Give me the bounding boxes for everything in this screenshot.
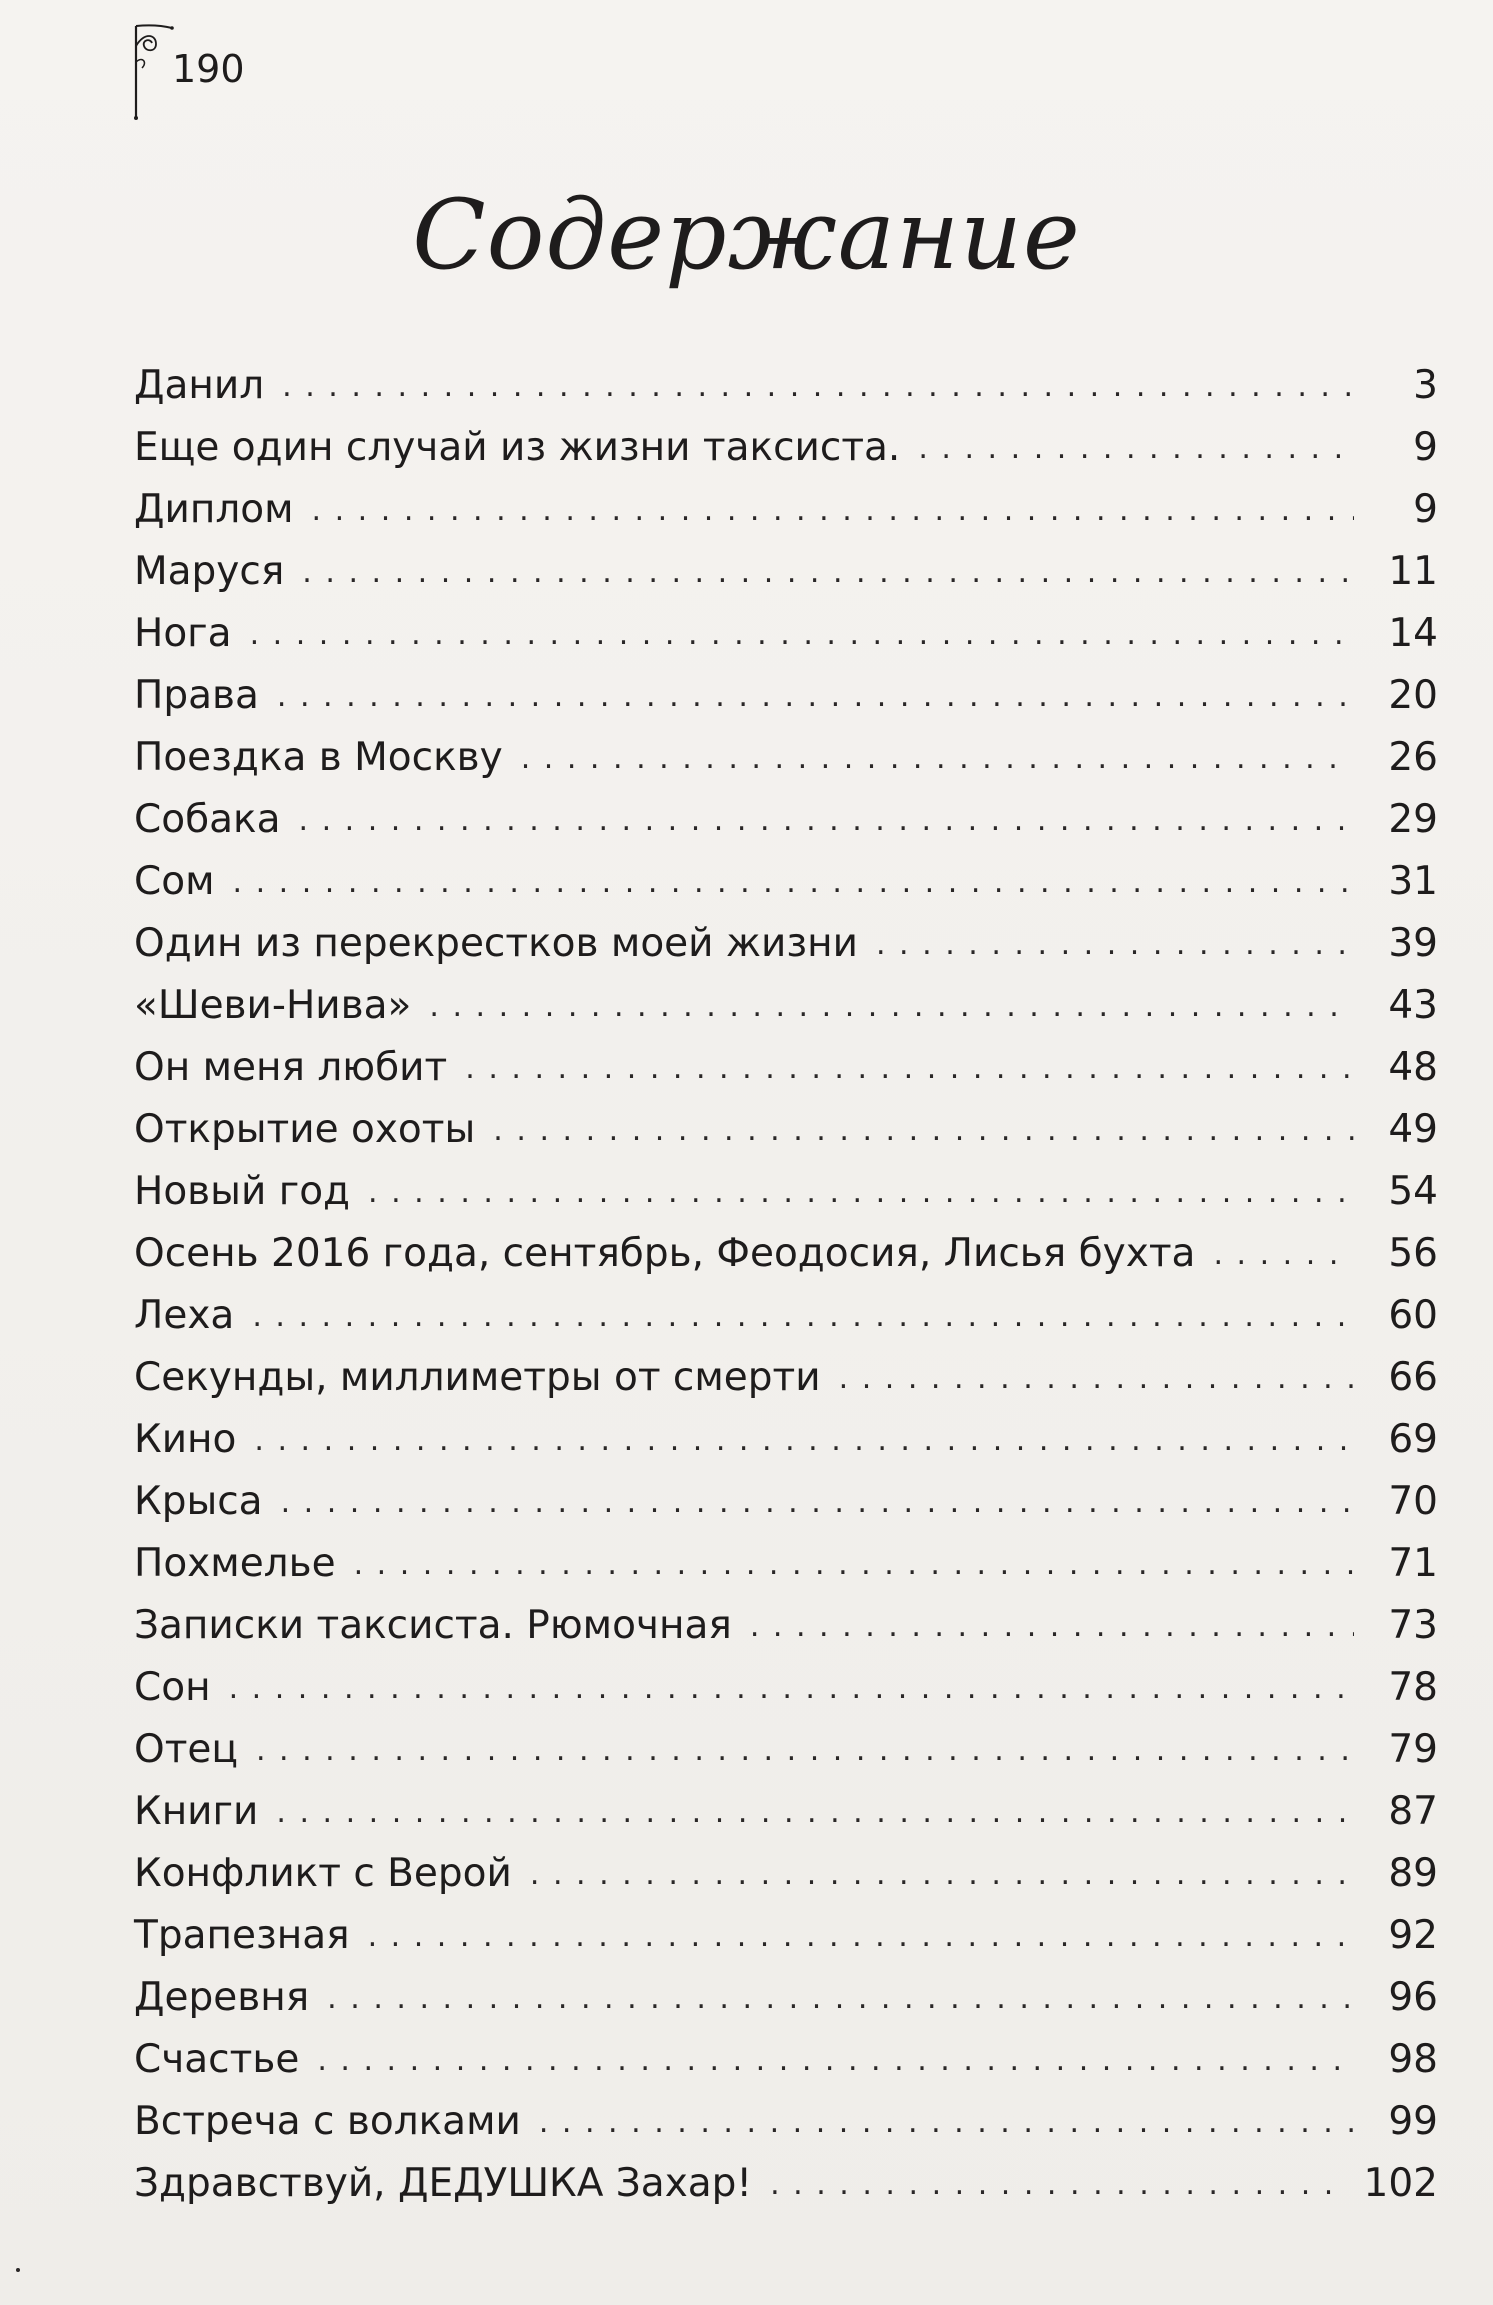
toc-dot-leader (465, 1038, 1354, 1100)
toc-entry-title: Записки таксиста. Рюмочная (134, 1603, 732, 1648)
toc-dot-leader (229, 1658, 1354, 1720)
print-speck (16, 2268, 20, 2272)
toc-entry-title: Сон (134, 1665, 211, 1710)
toc-entry-title: Он меня любит (134, 1045, 448, 1090)
toc-dot-leader (327, 1968, 1354, 2030)
toc-entry (134, 1533, 1438, 1595)
toc-entry (134, 2029, 1438, 2091)
toc-entry-page: 70 (1388, 1479, 1438, 1524)
toc-dot-leader (918, 418, 1354, 480)
toc-dot-leader (539, 2092, 1354, 2154)
toc-entry-title: Леха (134, 1293, 235, 1338)
toc-dot-leader (354, 1534, 1354, 1596)
toc-entry-page: 73 (1388, 1603, 1438, 1648)
toc-dot-leader (276, 1782, 1354, 1844)
toc-dot-leader (493, 1100, 1354, 1162)
toc-entry-page: 60 (1388, 1293, 1438, 1338)
toc-entry (134, 2153, 1438, 2215)
toc-dot-leader (750, 1596, 1354, 1658)
table-of-contents (134, 355, 1438, 2215)
toc-entry (134, 1347, 1438, 1409)
toc-entry (134, 727, 1438, 789)
toc-dot-leader (277, 666, 1354, 728)
toc-entry (134, 2091, 1438, 2153)
toc-entry-page: 96 (1388, 1975, 1438, 2020)
toc-dot-leader (312, 480, 1354, 542)
toc-entry-title: Книги (134, 1789, 259, 1834)
toc-entry (134, 1099, 1438, 1161)
toc-entry-title: Поездка в Москву (134, 735, 503, 780)
toc-entry-title: Конфликт с Верой (134, 1851, 512, 1896)
toc-entry-page: 43 (1388, 983, 1438, 1028)
toc-entry (134, 1967, 1438, 2029)
toc-entry-page: 98 (1388, 2037, 1438, 2082)
toc-entry-page: 9 (1413, 487, 1438, 532)
toc-entry-page: 20 (1388, 673, 1438, 718)
toc-entry-title: Собака (134, 797, 281, 842)
toc-entry-page: 78 (1388, 1665, 1438, 1710)
toc-entry-title: Кино (134, 1417, 237, 1462)
toc-entry-title: Отец (134, 1727, 238, 1772)
toc-entry (134, 1037, 1438, 1099)
toc-entry-page: 54 (1388, 1169, 1438, 1214)
toc-entry (134, 541, 1438, 603)
toc-entry (134, 1409, 1438, 1471)
toc-dot-leader (256, 1720, 1354, 1782)
toc-entry-title: Встреча с волками (134, 2099, 521, 2144)
toc-entry (134, 789, 1438, 851)
toc-entry-title: Открытие охоты (134, 1107, 476, 1152)
toc-entry-title: Деревня (134, 1975, 310, 2020)
toc-entry (134, 851, 1438, 913)
toc-entry-title: Секунды, миллиметры от смерти (134, 1355, 821, 1400)
toc-entry-page: 69 (1388, 1417, 1438, 1462)
toc-entry (134, 665, 1438, 727)
toc-entry (134, 1719, 1438, 1781)
toc-dot-leader (233, 852, 1354, 914)
toc-dot-leader (521, 728, 1354, 790)
toc-entry (134, 1843, 1438, 1905)
toc-entry-page: 49 (1388, 1107, 1438, 1152)
toc-entry (134, 417, 1438, 479)
toc-entry-page: 99 (1388, 2099, 1438, 2144)
toc-entry (134, 1471, 1438, 1533)
toc-entry-title: Новый год (134, 1169, 351, 1214)
toc-dot-leader (281, 1472, 1354, 1534)
toc-dot-leader (368, 1906, 1354, 1968)
toc-entry-page: 56 (1388, 1231, 1438, 1276)
toc-entry-title: Сом (134, 859, 215, 904)
toc-entry-page: 29 (1388, 797, 1438, 842)
toc-entry-title: Похмелье (134, 1541, 336, 1586)
toc-dot-leader (530, 1844, 1354, 1906)
toc-entry (134, 975, 1438, 1037)
toc-dot-leader (368, 1162, 1354, 1224)
toc-entry-page: 11 (1388, 549, 1438, 594)
toc-entry-title: Один из перекрестков моей жизни (134, 921, 858, 966)
corner-flourish-icon (126, 22, 176, 122)
toc-entry-page: 48 (1388, 1045, 1438, 1090)
toc-dot-leader (299, 790, 1355, 852)
toc-entry-title: Крыса (134, 1479, 263, 1524)
toc-dot-leader (250, 604, 1354, 666)
toc-dot-leader (770, 2154, 1349, 2216)
toc-entry (134, 1161, 1438, 1223)
toc-entry (134, 1657, 1438, 1719)
toc-dot-leader (254, 1410, 1354, 1472)
toc-entry-page: 31 (1388, 859, 1438, 904)
toc-entry (134, 1223, 1438, 1285)
toc-entry (134, 1905, 1438, 1967)
page-number: 190 (172, 47, 245, 91)
toc-entry (134, 913, 1438, 975)
toc-entry-title: Диплом (134, 487, 294, 532)
toc-entry-page: 89 (1388, 1851, 1438, 1896)
toc-entry (134, 603, 1438, 665)
toc-dot-leader (429, 976, 1354, 1038)
toc-entry (134, 1285, 1438, 1347)
toc-entry (134, 1781, 1438, 1843)
toc-entry-title: Права (134, 673, 259, 718)
toc-entry-title: Нога (134, 611, 232, 656)
toc-dot-leader (1213, 1224, 1354, 1286)
toc-entry-title: Здравствуй, ДЕДУШКА Захар! (134, 2161, 753, 2206)
toc-dot-leader (876, 914, 1354, 976)
toc-entry-title: Трапезная (134, 1913, 350, 1958)
toc-entry-page: 26 (1388, 735, 1438, 780)
toc-entry-page: 3 (1413, 363, 1438, 408)
toc-entry (134, 1595, 1438, 1657)
toc-dot-leader (282, 356, 1354, 418)
toc-entry-page: 9 (1413, 425, 1438, 470)
page-title: Содержание (412, 179, 1081, 291)
toc-entry-title: Данил (134, 363, 265, 408)
toc-entry (134, 355, 1438, 417)
toc-entry-page: 39 (1388, 921, 1438, 966)
toc-dot-leader (252, 1286, 1354, 1348)
toc-entry-title: Счастье (134, 2037, 300, 2082)
toc-entry-page: 102 (1363, 2161, 1438, 2206)
toc-dot-leader (317, 2030, 1354, 2092)
toc-entry-title: Осень 2016 года, сентябрь, Феодосия, Лисья бухта (134, 1231, 1196, 1276)
toc-dot-leader (839, 1348, 1354, 1410)
toc-entry-title: Маруся (134, 549, 285, 594)
toc-entry-page: 71 (1388, 1541, 1438, 1586)
toc-entry-page: 79 (1388, 1727, 1438, 1772)
toc-entry-page: 14 (1388, 611, 1438, 656)
toc-entry-title: Еще один случай из жизни таксиста. (134, 425, 901, 470)
toc-entry-page: 92 (1388, 1913, 1438, 1958)
toc-entry (134, 479, 1438, 541)
toc-entry-title: «Шеви-Нива» (134, 983, 412, 1028)
toc-entry-page: 87 (1388, 1789, 1438, 1834)
toc-dot-leader (302, 542, 1354, 604)
toc-entry-page: 66 (1388, 1355, 1438, 1400)
